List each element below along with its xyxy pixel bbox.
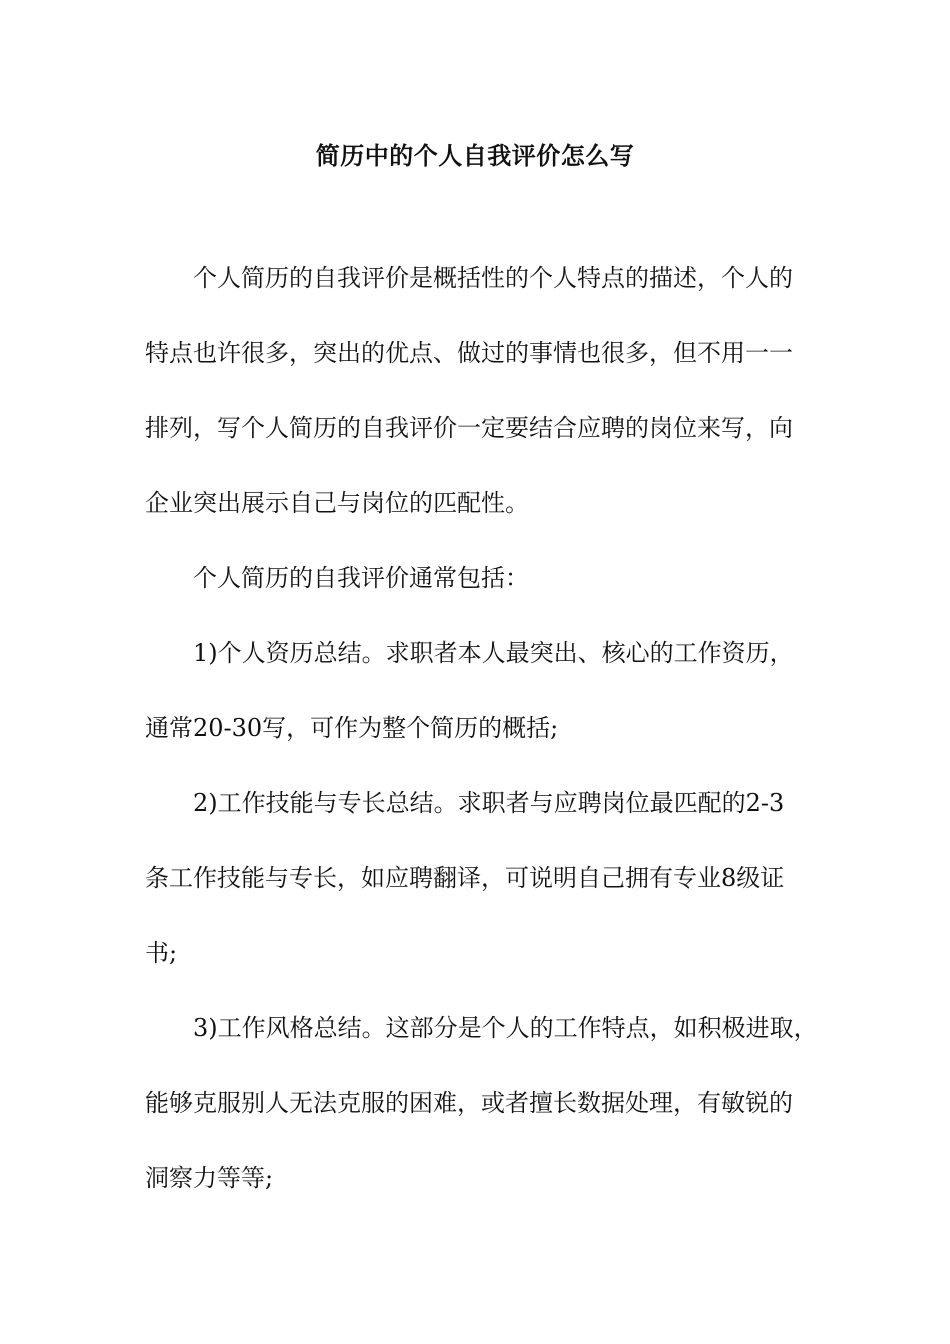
paragraph-line: 特点也许很多，突出的优点、做过的事情也很多，但不用一一 <box>145 339 793 367</box>
paragraph-line: 企业突出展示自己与岗位的匹配性。 <box>145 489 529 517</box>
document-title: 简历中的个人自我评价怎么写 <box>315 142 635 170</box>
paragraph-line: 能够克服别人无法克服的困难，或者擅长数据处理，有敏锐的 <box>145 1089 793 1117</box>
paragraph-line: 个人简历的自我评价通常包括： <box>193 564 529 592</box>
paragraph-line: 排列，写个人简历的自我评价一定要结合应聘的岗位来写，向 <box>145 414 793 442</box>
paragraph-line: 通常20-30写，可作为整个简历的概括; <box>145 714 559 742</box>
paragraph-line: 2)工作技能与专长总结。求职者与应聘岗位最匹配的2-3 <box>193 789 785 817</box>
paragraph-line: 洞察力等等; <box>145 1164 274 1192</box>
paragraph-line: 3)工作风格总结。这部分是个人的工作特点，如积极进取， <box>193 1014 818 1042</box>
paragraph-line: 条工作技能与专长，如应聘翻译，可说明自己拥有专业8级证 <box>145 864 785 892</box>
paragraph-line: 个人简历的自我评价是概括性的个人特点的描述，个人的 <box>193 264 793 292</box>
paragraph-line: 书; <box>145 939 178 967</box>
paragraph-line: 1)个人资历总结。求职者本人最突出、核心的工作资历， <box>193 639 794 667</box>
